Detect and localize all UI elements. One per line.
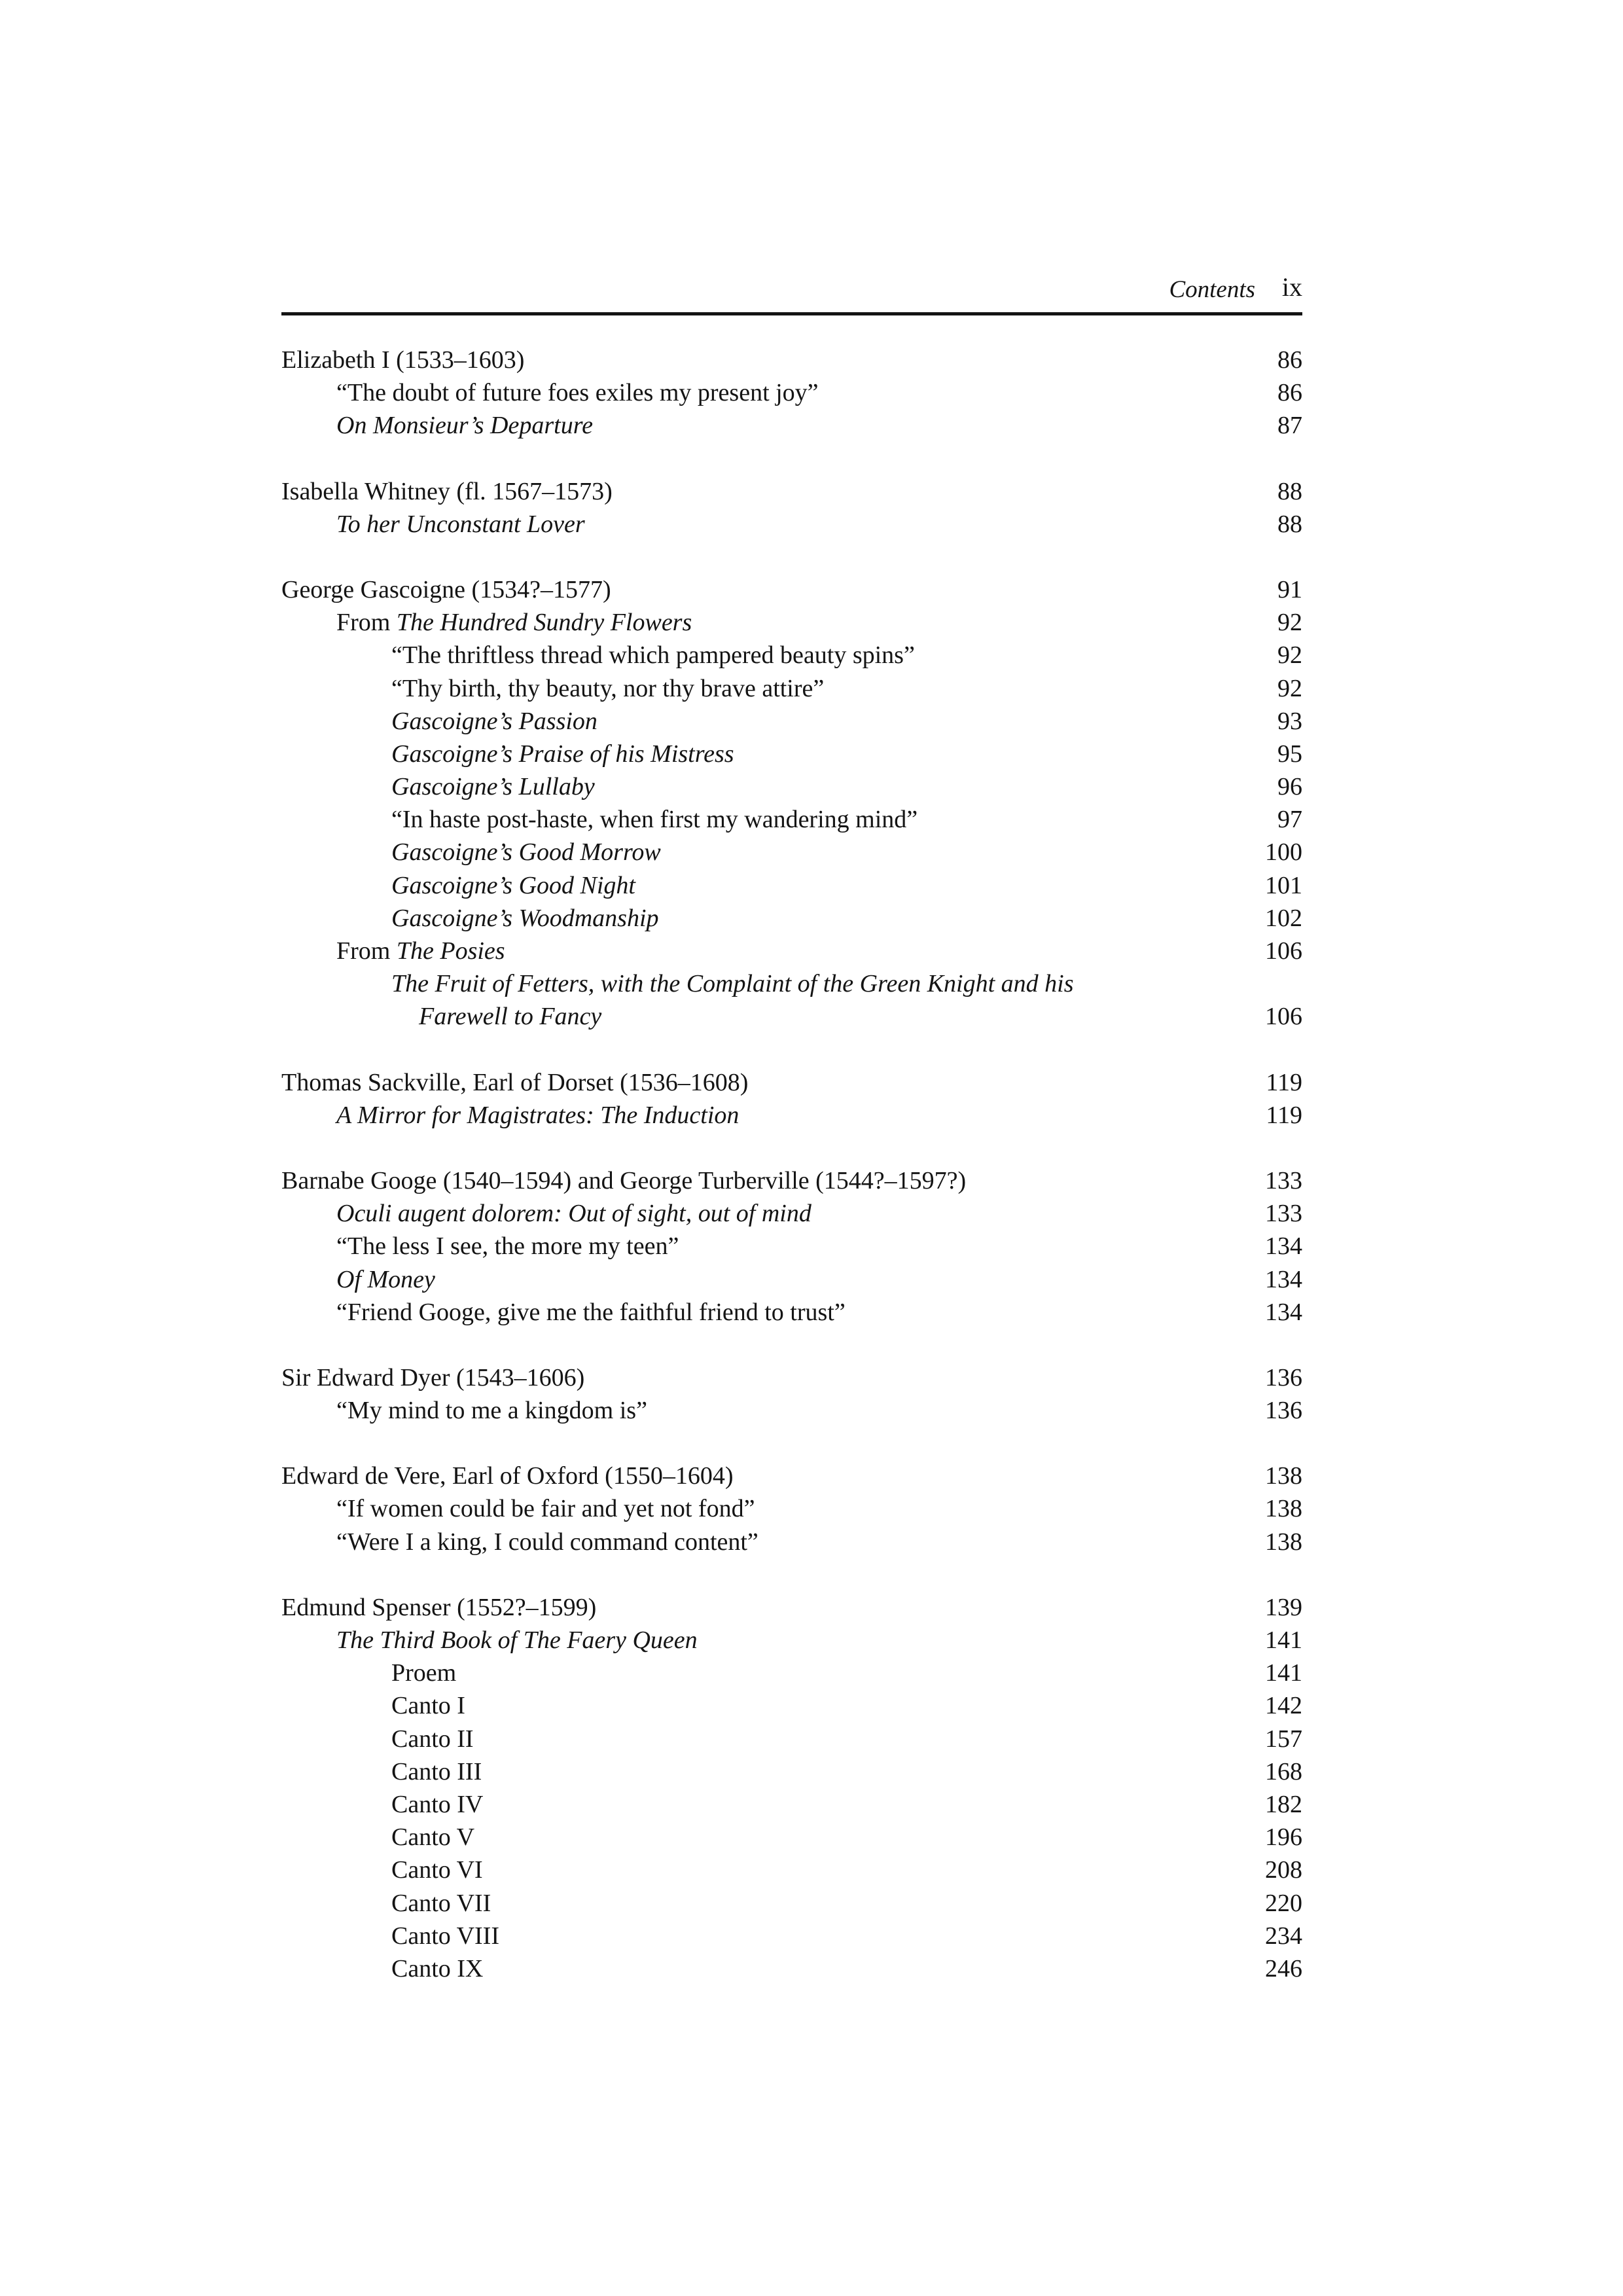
toc-title-italic-text: The Posies bbox=[396, 937, 505, 965]
toc-title-italic-text: The Fruit of Fetters, with the Complaint of the Green Knight and his bbox=[391, 970, 1074, 998]
toc-title-text: “Friend Googe, give me the faithful friend to trust” bbox=[336, 1298, 846, 1326]
toc-page-number: 134 bbox=[1265, 1298, 1302, 1326]
toc-entry bbox=[281, 1952, 1302, 1985]
toc-author-entry bbox=[281, 344, 1302, 376]
toc-entry-title bbox=[336, 1624, 698, 1657]
toc-entry-title bbox=[391, 1887, 491, 1920]
toc-title-text: Edward de Vere, Earl of Oxford (1550–1604) bbox=[281, 1462, 734, 1490]
toc-title-text: Canto II bbox=[391, 1725, 474, 1753]
toc-title-text: From bbox=[336, 609, 397, 637]
toc-entry-title bbox=[391, 869, 635, 902]
toc-page-number: 92 bbox=[1277, 641, 1302, 670]
running-header-title: Contents bbox=[1169, 276, 1255, 303]
toc-entry bbox=[281, 1723, 1302, 1755]
toc-page-number: 88 bbox=[1277, 477, 1302, 505]
toc-title-italic-text: Gascoigne’s Praise of his Mistress bbox=[391, 740, 734, 768]
toc-page-number: 196 bbox=[1265, 1823, 1302, 1852]
toc-entry bbox=[281, 836, 1302, 869]
toc-title-text: Barnabe Googe (1540–1594) and George Turberville (1544?–1597?) bbox=[281, 1166, 967, 1194]
toc-entry-title bbox=[336, 1230, 679, 1263]
toc-title-text: “The thriftless thread which pampered beauty spins” bbox=[391, 641, 915, 670]
toc-page-number: 141 bbox=[1265, 1659, 1302, 1687]
toc-title-italic-text: A Mirror for Magistrates: The Induction bbox=[336, 1101, 740, 1129]
toc-author-entry bbox=[281, 573, 1302, 606]
toc-entry-title bbox=[336, 1526, 758, 1558]
toc-title-italic-text: To her Unconstant Lover bbox=[336, 510, 585, 538]
toc-entry bbox=[281, 1230, 1302, 1263]
toc-page-number: 86 bbox=[1277, 379, 1302, 407]
toc-entry bbox=[281, 1689, 1302, 1722]
toc-entry-title bbox=[336, 1492, 755, 1525]
header-rule bbox=[281, 312, 1302, 315]
toc-entry-title bbox=[391, 1788, 483, 1821]
table-of-contents bbox=[281, 344, 1302, 1985]
toc-entry bbox=[281, 869, 1302, 902]
toc-entry-title bbox=[391, 770, 595, 803]
toc-page-number: 234 bbox=[1265, 1922, 1302, 1950]
toc-entry bbox=[281, 967, 1302, 1000]
toc-entry bbox=[281, 1821, 1302, 1854]
toc-entry-title bbox=[336, 1296, 846, 1329]
toc-title-text: Edmund Spenser (1552?–1599) bbox=[281, 1593, 597, 1621]
toc-entry bbox=[281, 1099, 1302, 1132]
toc-page-number: 138 bbox=[1265, 1495, 1302, 1523]
toc-entry bbox=[281, 672, 1302, 705]
toc-author-entry bbox=[281, 475, 1302, 508]
toc-entry-title bbox=[336, 1263, 435, 1296]
toc-page-number: 95 bbox=[1277, 740, 1302, 768]
toc-page-number: 101 bbox=[1265, 871, 1302, 899]
toc-title-text: “The less I see, the more my teen” bbox=[336, 1232, 679, 1261]
toc-entry-title bbox=[419, 1000, 601, 1033]
toc-entry bbox=[281, 1000, 1302, 1033]
toc-title-italic-text: Oculi augent dolorem: Out of sight, out of mind bbox=[336, 1200, 812, 1228]
toc-entry bbox=[281, 1887, 1302, 1920]
toc-title-text: Sir Edward Dyer (1543–1606) bbox=[281, 1363, 585, 1391]
toc-page-number: 208 bbox=[1265, 1856, 1302, 1884]
toc-entry-title bbox=[391, 1920, 499, 1952]
toc-entry-title bbox=[281, 573, 611, 606]
toc-entry-title bbox=[391, 803, 918, 836]
toc-page-number: 88 bbox=[1277, 510, 1302, 538]
toc-page-number: 133 bbox=[1265, 1166, 1302, 1194]
toc-title-text: “Were I a king, I could command content” bbox=[336, 1528, 758, 1556]
toc-title-italic-text: The Hundred Sundry Flowers bbox=[396, 609, 692, 637]
toc-entry bbox=[281, 935, 1302, 967]
toc-page-number: 119 bbox=[1266, 1101, 1302, 1129]
toc-entry-title bbox=[391, 1755, 482, 1788]
toc-entry bbox=[281, 1526, 1302, 1558]
toc-entry-title bbox=[336, 508, 585, 541]
toc-title-text: Elizabeth I (1533–1603) bbox=[281, 346, 525, 374]
toc-page-number: 93 bbox=[1277, 707, 1302, 735]
toc-page-number: 138 bbox=[1265, 1462, 1302, 1490]
toc-entry-title bbox=[391, 836, 661, 869]
toc-entry bbox=[281, 1854, 1302, 1886]
toc-page-number: 136 bbox=[1265, 1397, 1302, 1425]
toc-entry bbox=[281, 1263, 1302, 1296]
toc-entry-title bbox=[391, 1657, 456, 1689]
toc-entry bbox=[281, 508, 1302, 541]
toc-entry-title bbox=[281, 1591, 596, 1624]
toc-entry bbox=[281, 639, 1302, 672]
toc-title-text: Canto IX bbox=[391, 1954, 484, 1982]
toc-page-number: 91 bbox=[1277, 575, 1302, 603]
toc-title-italic-text: Gascoigne’s Woodmanship bbox=[391, 904, 659, 932]
toc-entry bbox=[281, 606, 1302, 639]
toc-entry bbox=[281, 803, 1302, 836]
toc-page-number: 139 bbox=[1265, 1593, 1302, 1621]
toc-author-entry bbox=[281, 1361, 1302, 1394]
toc-entry-title bbox=[281, 1460, 733, 1492]
toc-title-italic-text: Gascoigne’s Lullaby bbox=[391, 773, 595, 801]
toc-title-text: Canto I bbox=[391, 1692, 465, 1720]
toc-entry bbox=[281, 1624, 1302, 1657]
toc-page-number: 182 bbox=[1265, 1790, 1302, 1818]
toc-entry bbox=[281, 902, 1302, 935]
toc-entry-title bbox=[391, 902, 659, 935]
toc-title-text: “The doubt of future foes exiles my present joy” bbox=[336, 379, 819, 407]
toc-page-number: 106 bbox=[1265, 937, 1302, 965]
toc-page-number: 168 bbox=[1265, 1757, 1302, 1785]
toc-title-text: From bbox=[336, 937, 397, 965]
toc-page-number: 134 bbox=[1265, 1265, 1302, 1293]
toc-page-number: 246 bbox=[1265, 1954, 1302, 1982]
toc-author-entry bbox=[281, 1164, 1302, 1197]
toc-page-number: 92 bbox=[1277, 609, 1302, 637]
toc-entry-title bbox=[281, 344, 524, 376]
toc-entry bbox=[281, 1492, 1302, 1525]
toc-author-entry bbox=[281, 1066, 1302, 1099]
toc-page-number: 96 bbox=[1277, 773, 1302, 801]
toc-title-italic-text: Gascoigne’s Passion bbox=[391, 707, 597, 735]
toc-entry-title bbox=[281, 1164, 966, 1197]
toc-entry bbox=[281, 770, 1302, 803]
toc-title-italic-text: Of Money bbox=[336, 1265, 435, 1293]
toc-title-text: “Thy birth, thy beauty, nor thy brave attire” bbox=[391, 674, 825, 702]
toc-entry bbox=[281, 1657, 1302, 1689]
toc-entry-title bbox=[391, 705, 597, 738]
toc-entry bbox=[281, 705, 1302, 738]
toc-title-text: Canto VI bbox=[391, 1856, 483, 1884]
toc-title-italic-text: The Third Book of The Faery Queen bbox=[336, 1626, 698, 1654]
toc-page-number: 142 bbox=[1265, 1692, 1302, 1720]
toc-title-italic-text: Farewell to Fancy bbox=[419, 1003, 602, 1031]
toc-title-italic-text: On Monsieur’s Departure bbox=[336, 412, 593, 440]
toc-entry-title bbox=[281, 1361, 584, 1394]
toc-title-text: Canto IV bbox=[391, 1790, 484, 1818]
toc-author-entry bbox=[281, 1591, 1302, 1624]
toc-entry-title bbox=[281, 475, 613, 508]
toc-title-text: Proem bbox=[391, 1659, 457, 1687]
toc-title-text: George Gascoigne (1534?–1577) bbox=[281, 575, 611, 603]
toc-entry-title bbox=[391, 738, 734, 770]
toc-page-number: 92 bbox=[1277, 674, 1302, 702]
toc-page-number: 136 bbox=[1265, 1363, 1302, 1391]
toc-entry-title bbox=[391, 1854, 483, 1886]
toc-entry bbox=[281, 1788, 1302, 1821]
toc-page-number: 220 bbox=[1265, 1889, 1302, 1917]
toc-page-number: 87 bbox=[1277, 412, 1302, 440]
toc-entry-title bbox=[336, 376, 819, 409]
toc-entry-title bbox=[336, 1394, 647, 1427]
toc-entry-title bbox=[391, 1821, 474, 1854]
toc-title-text: “If women could be fair and yet not fond” bbox=[336, 1495, 755, 1523]
toc-entry-title bbox=[391, 967, 1074, 1000]
toc-page-number: 106 bbox=[1265, 1003, 1302, 1031]
toc-page-number: 134 bbox=[1265, 1232, 1302, 1261]
toc-entry bbox=[281, 1920, 1302, 1952]
toc-entry-title bbox=[391, 639, 915, 672]
toc-entry bbox=[281, 1755, 1302, 1788]
toc-page-number: 119 bbox=[1266, 1068, 1302, 1096]
toc-page-number: 86 bbox=[1277, 346, 1302, 374]
toc-entry-title bbox=[336, 1099, 739, 1132]
toc-entry-title bbox=[281, 1066, 748, 1099]
toc-title-text: “My mind to me a kingdom is” bbox=[336, 1397, 647, 1425]
toc-title-text: Canto V bbox=[391, 1823, 475, 1852]
toc-title-text: Canto III bbox=[391, 1757, 482, 1785]
toc-entry-title bbox=[336, 935, 505, 967]
toc-page-number: 100 bbox=[1265, 838, 1302, 867]
toc-author-entry bbox=[281, 1460, 1302, 1492]
toc-page-number: 141 bbox=[1265, 1626, 1302, 1654]
toc-title-text: “In haste post-haste, when first my wandering mind” bbox=[391, 806, 918, 834]
toc-page-number: 138 bbox=[1265, 1528, 1302, 1556]
toc-entry bbox=[281, 1197, 1302, 1230]
toc-title-text: Thomas Sackville, Earl of Dorset (1536–1608) bbox=[281, 1068, 749, 1096]
toc-entry-title bbox=[391, 1723, 474, 1755]
toc-entry-title bbox=[336, 409, 593, 442]
toc-entry bbox=[281, 376, 1302, 409]
toc-entry-title bbox=[336, 606, 692, 639]
toc-entry bbox=[281, 738, 1302, 770]
toc-title-italic-text: Gascoigne’s Good Morrow bbox=[391, 838, 661, 867]
page-number: ix bbox=[1281, 272, 1302, 302]
running-header bbox=[281, 265, 1302, 304]
toc-title-text: Canto VIII bbox=[391, 1922, 499, 1950]
toc-entry-title bbox=[336, 1197, 812, 1230]
toc-entry bbox=[281, 1296, 1302, 1329]
toc-entry-title bbox=[391, 1689, 465, 1722]
toc-page-number: 157 bbox=[1265, 1725, 1302, 1753]
toc-page-number: 102 bbox=[1265, 904, 1302, 932]
toc-entry-title bbox=[391, 672, 824, 705]
toc-page-number: 97 bbox=[1277, 806, 1302, 834]
toc-title-text: Isabella Whitney (fl. 1567–1573) bbox=[281, 477, 613, 505]
toc-entry bbox=[281, 1394, 1302, 1427]
toc-title-text: Canto VII bbox=[391, 1889, 491, 1917]
toc-entry-title bbox=[391, 1952, 483, 1985]
toc-page-number: 133 bbox=[1265, 1200, 1302, 1228]
toc-title-italic-text: Gascoigne’s Good Night bbox=[391, 871, 635, 899]
toc-entry bbox=[281, 409, 1302, 442]
